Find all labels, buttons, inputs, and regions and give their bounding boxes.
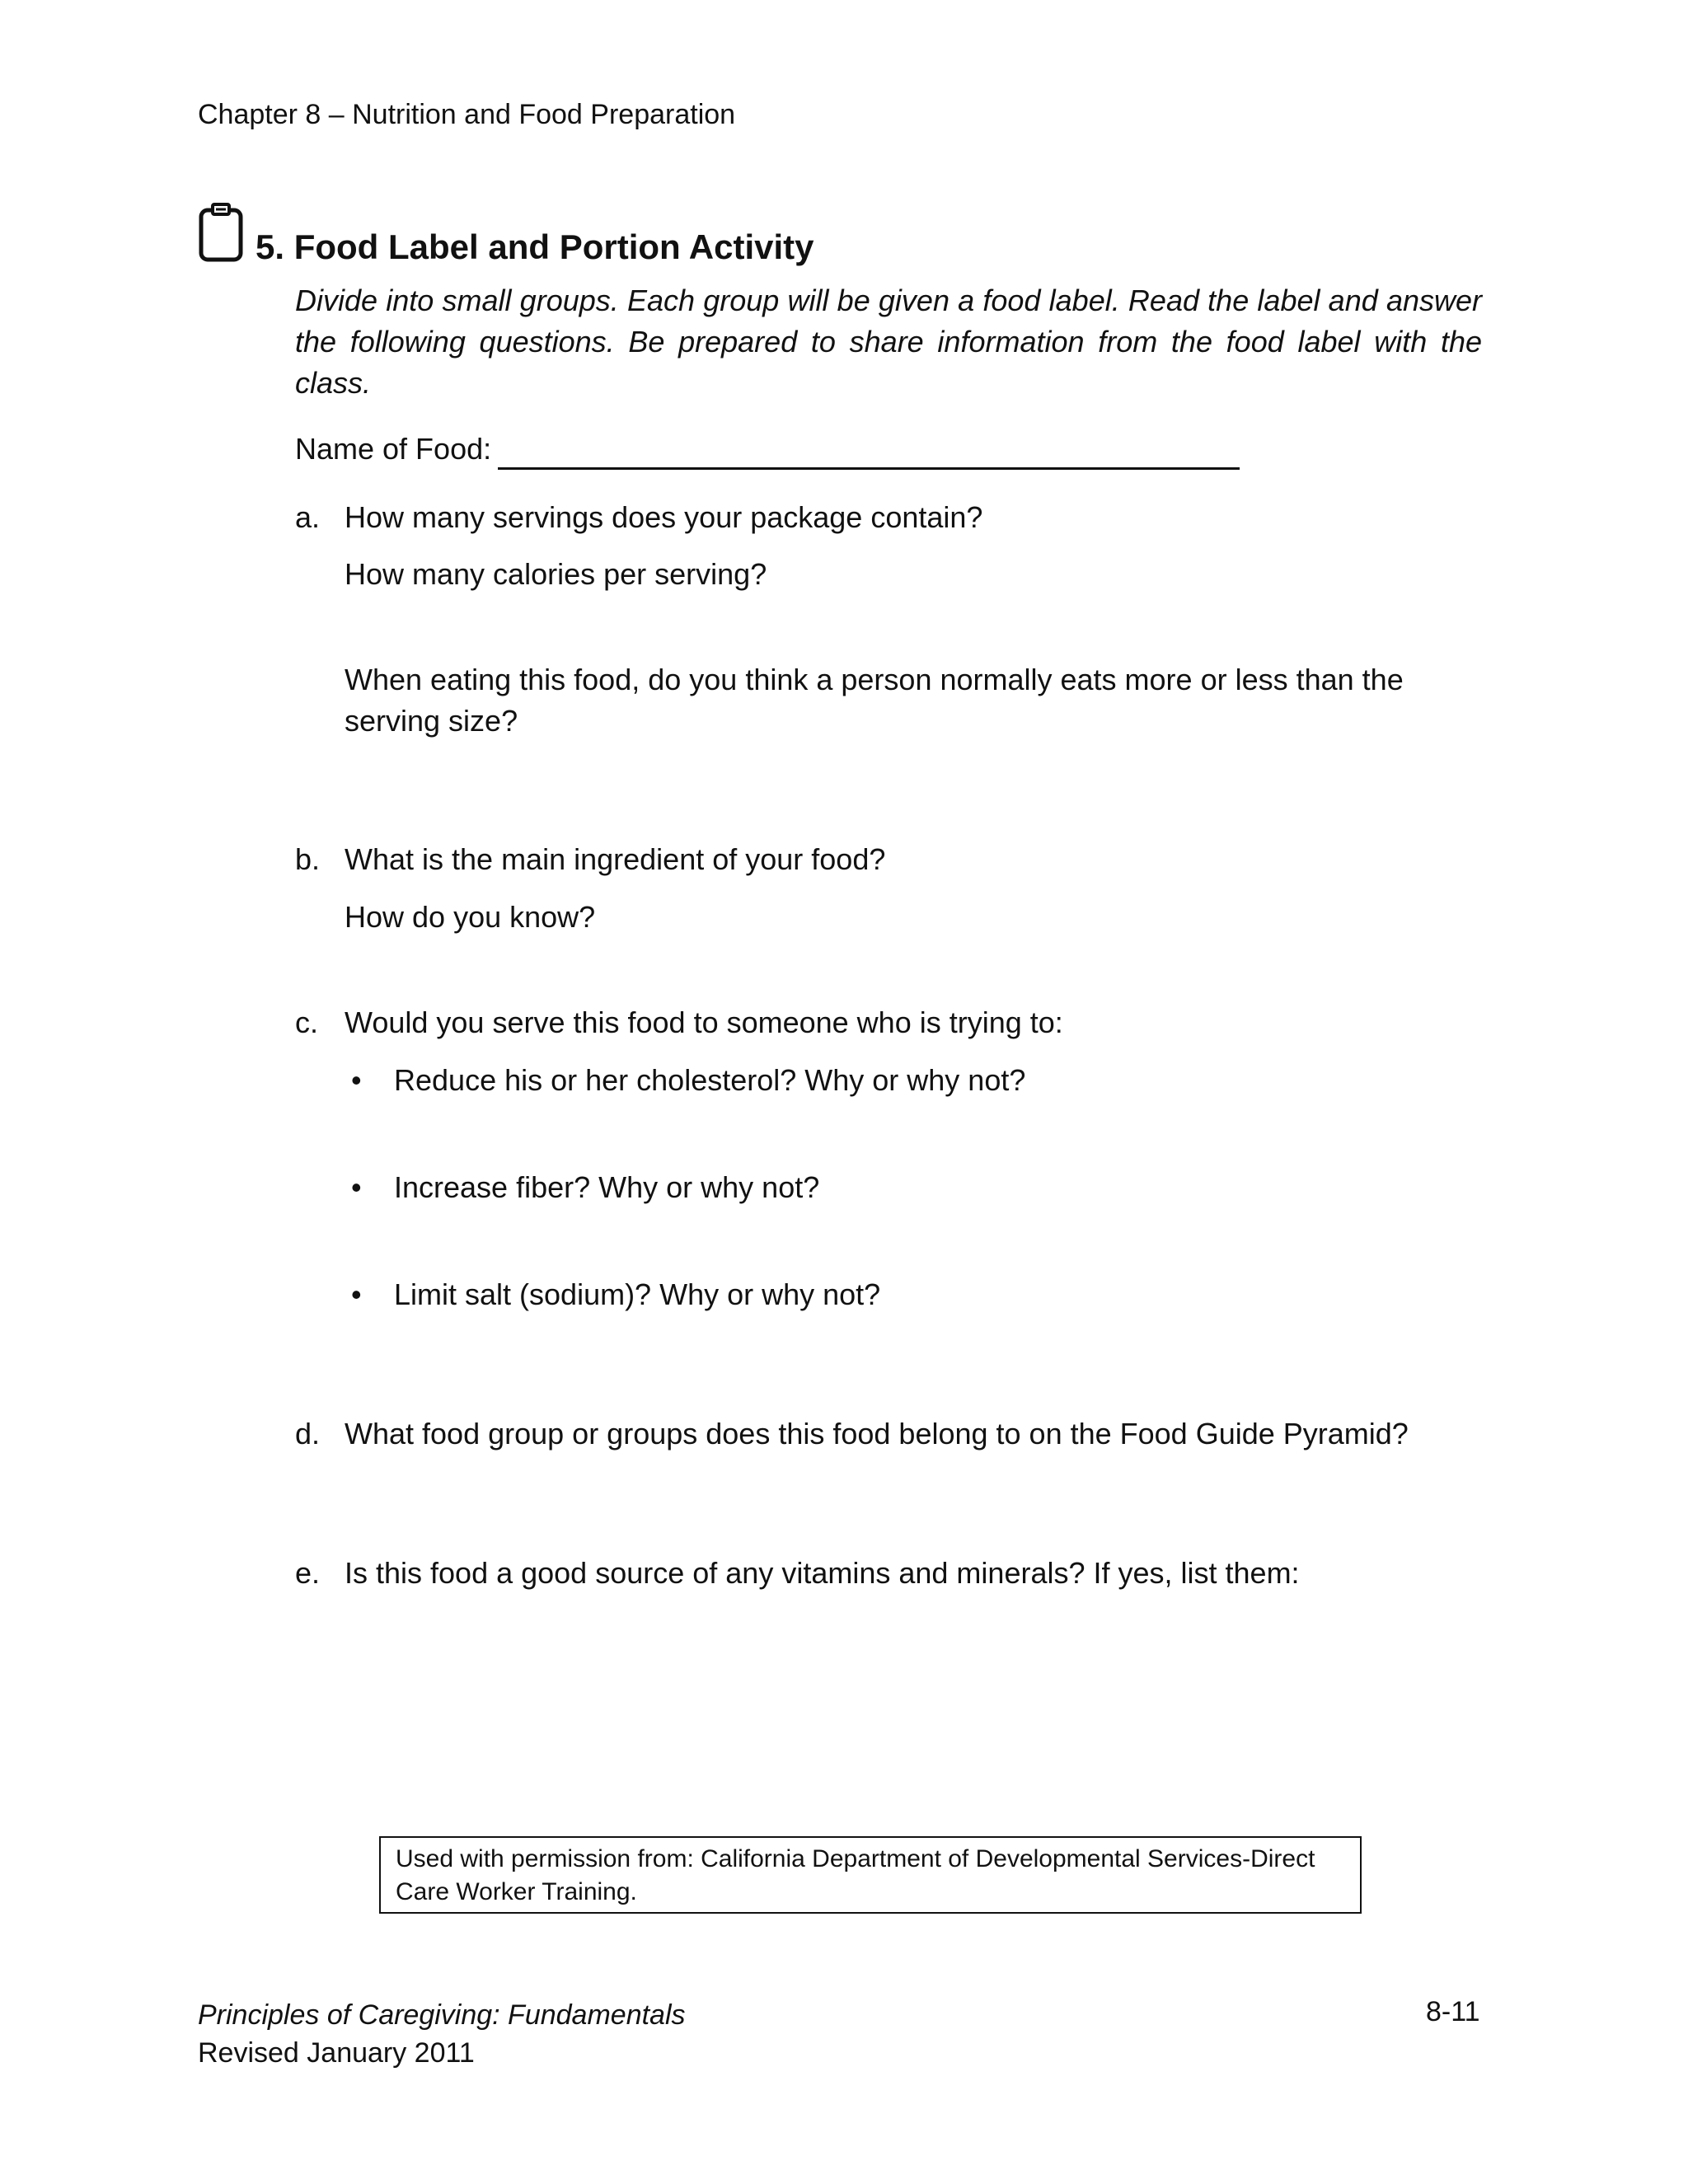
name-of-food-field <box>295 429 1240 470</box>
activity-title: 5. Food Label and Portion Activity <box>256 227 814 266</box>
question-b-how-know: How do you know? <box>345 900 596 934</box>
question-c-letter: c. <box>295 1005 319 1039</box>
footer-left <box>198 1996 686 2072</box>
question-a-servings: How many servings does your package contain? <box>345 500 983 534</box>
question-d-letter: d. <box>295 1417 321 1451</box>
activity-intro: Divide into small groups. Each group will be given a food label. Read the label and answer the following questions. Be prepared to share information from the food label with the class. <box>295 284 1482 400</box>
question-c-serve: Would you serve this food to someone who is trying to: <box>345 1005 1063 1039</box>
bullet-fiber: Increase fiber? Why or why not? <box>394 1170 820 1204</box>
bullet-marker: • <box>351 1170 362 1204</box>
question-a-letter: a. <box>295 500 321 534</box>
question-b-letter: b. <box>295 842 321 876</box>
permission-notice <box>379 1836 1362 1914</box>
question-a-portion-line1: When eating this food, do you think a person normally eats more or less than the <box>345 663 1404 696</box>
question-a-calories: How many calories per serving? <box>345 557 767 591</box>
footer-book-title: Principles of Caregiving: Fundamentals <box>198 1999 686 2031</box>
question-a-portion-line2: serving size? <box>345 704 518 738</box>
name-of-food-blank[interactable] <box>498 438 1240 470</box>
bullet-marker: • <box>351 1063 362 1097</box>
question-e-letter: e. <box>295 1556 321 1590</box>
question-e-vitamins: Is this food a good source of any vitamins and minerals? If yes, list them: <box>345 1556 1300 1590</box>
footer-revised: Revised January 2011 <box>198 2037 475 2069</box>
bullet-cholesterol: Reduce his or her cholesterol? Why or why not? <box>394 1063 1026 1097</box>
chapter-header: Chapter 8 – Nutrition and Food Preparation <box>198 99 736 130</box>
page-number: 8-11 <box>1426 1996 1480 2027</box>
bullet-sodium: Limit salt (sodium)? Why or why not? <box>394 1277 881 1311</box>
question-b-ingredient: What is the main ingredient of your food? <box>345 842 886 876</box>
clipboard-icon <box>198 202 246 263</box>
question-d-food-group: What food group or groups does this food belong to on the Food Guide Pyramid? <box>345 1417 1409 1451</box>
name-of-food-label: Name of Food: <box>295 432 492 466</box>
permission-line1: Used with permission from: California Department of Developmental Services-Direct <box>396 1845 1315 1872</box>
bullet-marker: • <box>351 1277 362 1311</box>
permission-line2: Care Worker Training. <box>396 1878 637 1905</box>
